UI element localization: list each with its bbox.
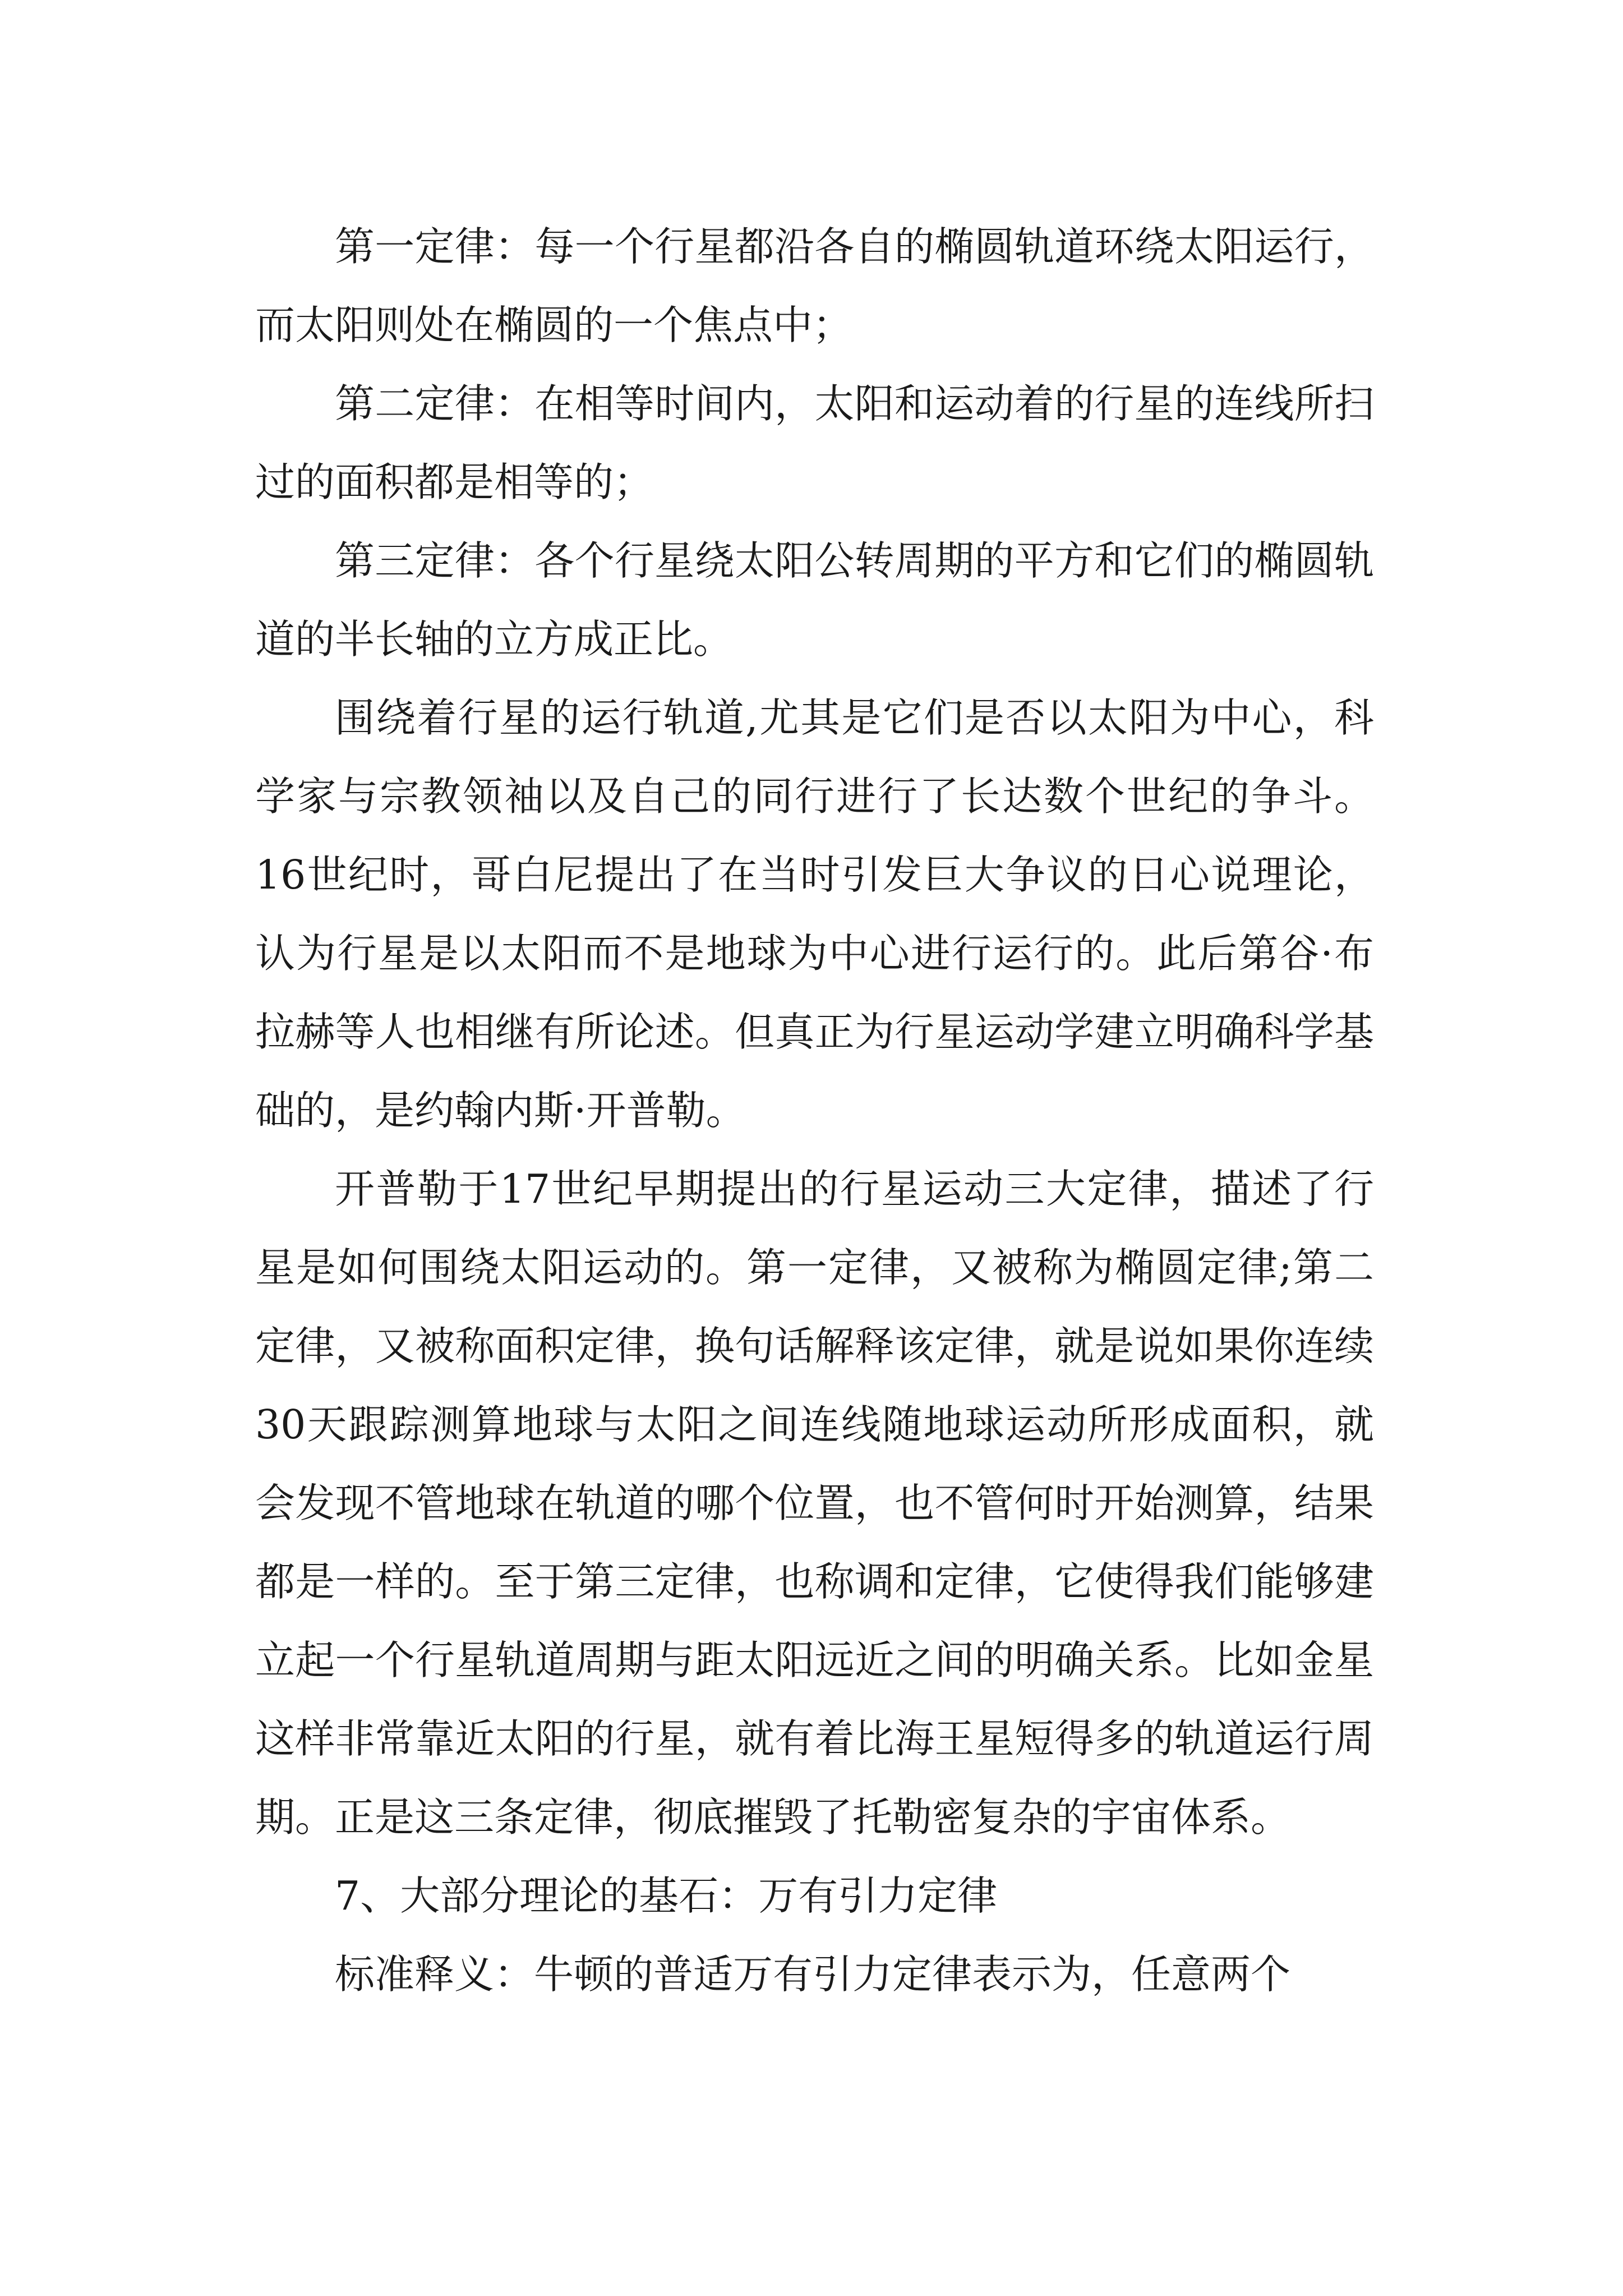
paragraph-definition: 标准释义：牛顿的普适万有引力定律表示为，任意两个 [335, 1951, 1291, 1998]
section-heading-gravitation: 7、大部分理论的基石：万有引力定律 [335, 1872, 998, 1919]
paragraph-third-law: 第三定律：各个行星绕太阳公转周期的平方和它们的椭圆轨道的半长轴的立方成正比。 [255, 537, 1374, 662]
document-body [255, 208, 1374, 2014]
paragraph-history: 围绕着行星的运行轨道,尤其是它们是否以太阳为中心，科学家与宗教领袖以及自己的同行进行了长达数个世纪的争斗。16世纪时，哥白尼提出了在当时引发巨大争议的日心说理论，认为行星是以太阳而不是地球为中心进行运行的。此后第谷·布拉赫等人也相继有所论述。但真正为行星运动学建立明确科学基础的，是约翰内斯·开普勒。 [255, 694, 1374, 1134]
paragraph-kepler-laws: 开普勒于17世纪早期提出的行星运动三大定律，描述了行星是如何围绕太阳运动的。第一定律，又被称为椭圆定律;第二定律，又被称面积定律，换句话解释该定律，就是说如果你连续30天跟踪测算地球与太阳之间连线随地球运动所形成面积，就会发现不管地球在轨道的哪个位置，也不管何时开始测算，结果都是一样的。至于第三定律，也称调和定律，它使得我们能够建立起一个行星轨道周期与距太阳远近之间的明确关系。比如金星这样非常靠近太阳的行星，就有着比海王星短得多的轨道运行周期。正是这三条定律，彻底摧毁了托勒密复杂的宇宙体系。 [255, 1166, 1374, 1841]
paragraph-first-law: 第一定律：每一个行星都沿各自的椭圆轨道环绕太阳运行，而太阳则处在椭圆的一个焦点中； [255, 223, 1374, 348]
paragraph-second-law: 第二定律：在相等时间内，太阳和运动着的行星的连线所扫过的面积都是相等的； [255, 380, 1374, 505]
